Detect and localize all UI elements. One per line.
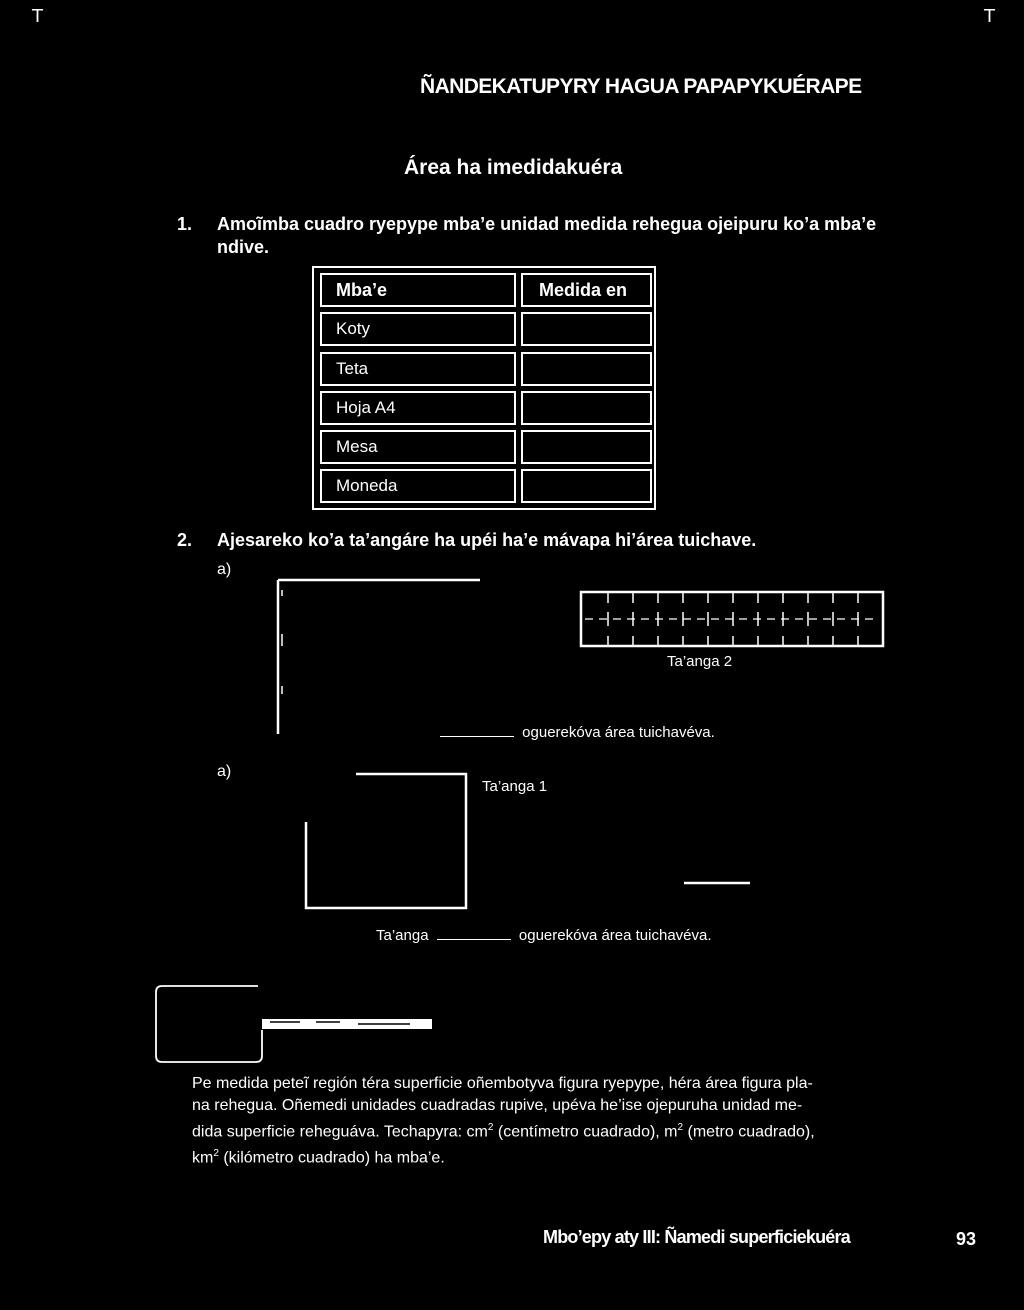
figure-ta-anga-2-shape: [581, 592, 883, 646]
paragraph-text: (centímetro cuadrado), m: [493, 1123, 678, 1141]
page-title: Área ha imedidakuéra: [404, 156, 623, 179]
table-row-item: Hoja A4: [320, 391, 516, 425]
answer-text-a1: oguerekóva área tuichavéva.: [522, 724, 715, 741]
part-a1-label: a): [217, 561, 232, 578]
paragraph-text: (kilómetro cuadrado) ha mba’e.: [218, 1149, 445, 1167]
table-header-measure: Medida en: [521, 273, 652, 307]
answer-line-a1: [440, 722, 715, 741]
paragraph-line: [192, 1117, 892, 1143]
paragraph-line: na rehegua. Oñemedi unidades cuadradas rupive, upéva he’ise ojepuruha unidad me-: [192, 1097, 803, 1114]
table-row-item: Teta: [320, 352, 516, 386]
answer-blank-a1[interactable]: [440, 722, 514, 737]
definition-paragraph: [192, 1073, 892, 1170]
q1-number: 1.: [177, 214, 193, 234]
q2-number: 2.: [177, 530, 193, 550]
exponent: 2: [677, 1122, 684, 1133]
table-row-item: Mesa: [320, 430, 516, 464]
figure-a1-shape: [278, 580, 480, 734]
paragraph-text: dida superficie reheguáva. Techapyra: cm: [192, 1123, 488, 1141]
paragraph-text: (metro cuadrado),: [683, 1123, 815, 1141]
table-row-item: Moneda: [320, 469, 516, 503]
figure-label-ta-anga-1: Ta’anga 1: [482, 778, 548, 795]
exponent: 2: [487, 1122, 494, 1133]
footer-chapter-title: Mbo’epy aty III: Ñamedi superficiekuéra: [543, 1227, 850, 1247]
figure-label-ta-anga-2: Ta’anga 2: [667, 653, 733, 670]
note-box-shape: [156, 986, 432, 1062]
page-number: 93: [956, 1229, 977, 1249]
part-a2-label: a): [217, 763, 232, 780]
table-row-item: Koty: [320, 312, 516, 346]
answer-blank-a2[interactable]: [437, 925, 511, 940]
q2-text: Ajesareko ko’a ta’angáre ha upéi ha’e mávapa hi’área tuichave.: [217, 530, 757, 550]
answer-prefix-a2: Ta’anga: [376, 927, 429, 944]
table-header-item: Mba’e: [320, 273, 516, 307]
exponent: 2: [213, 1148, 219, 1160]
corner-mark-left: T: [32, 6, 43, 27]
paragraph-line: [192, 1143, 892, 1169]
section-header: ÑANDEKATUPYRY HAGUA PAPAPYKUÉRAPE: [420, 75, 862, 98]
figure-ta-anga-1-shape: [306, 774, 466, 908]
answer-line-a2: [376, 925, 712, 944]
paragraph-line: Pe medida peteĩ región téra superficie oñembotyva figura ryepype, héra área figura pla-: [192, 1075, 813, 1092]
answer-text-a2: oguerekóva área tuichavéva.: [518, 927, 712, 944]
q1-text: Amoĩmba cuadro ryepype mba’e unidad medida rehegua ojeipuru ko’a mba’e ndive.: [217, 214, 877, 257]
paragraph-text: km: [192, 1149, 214, 1167]
corner-mark-right: T: [984, 6, 995, 27]
